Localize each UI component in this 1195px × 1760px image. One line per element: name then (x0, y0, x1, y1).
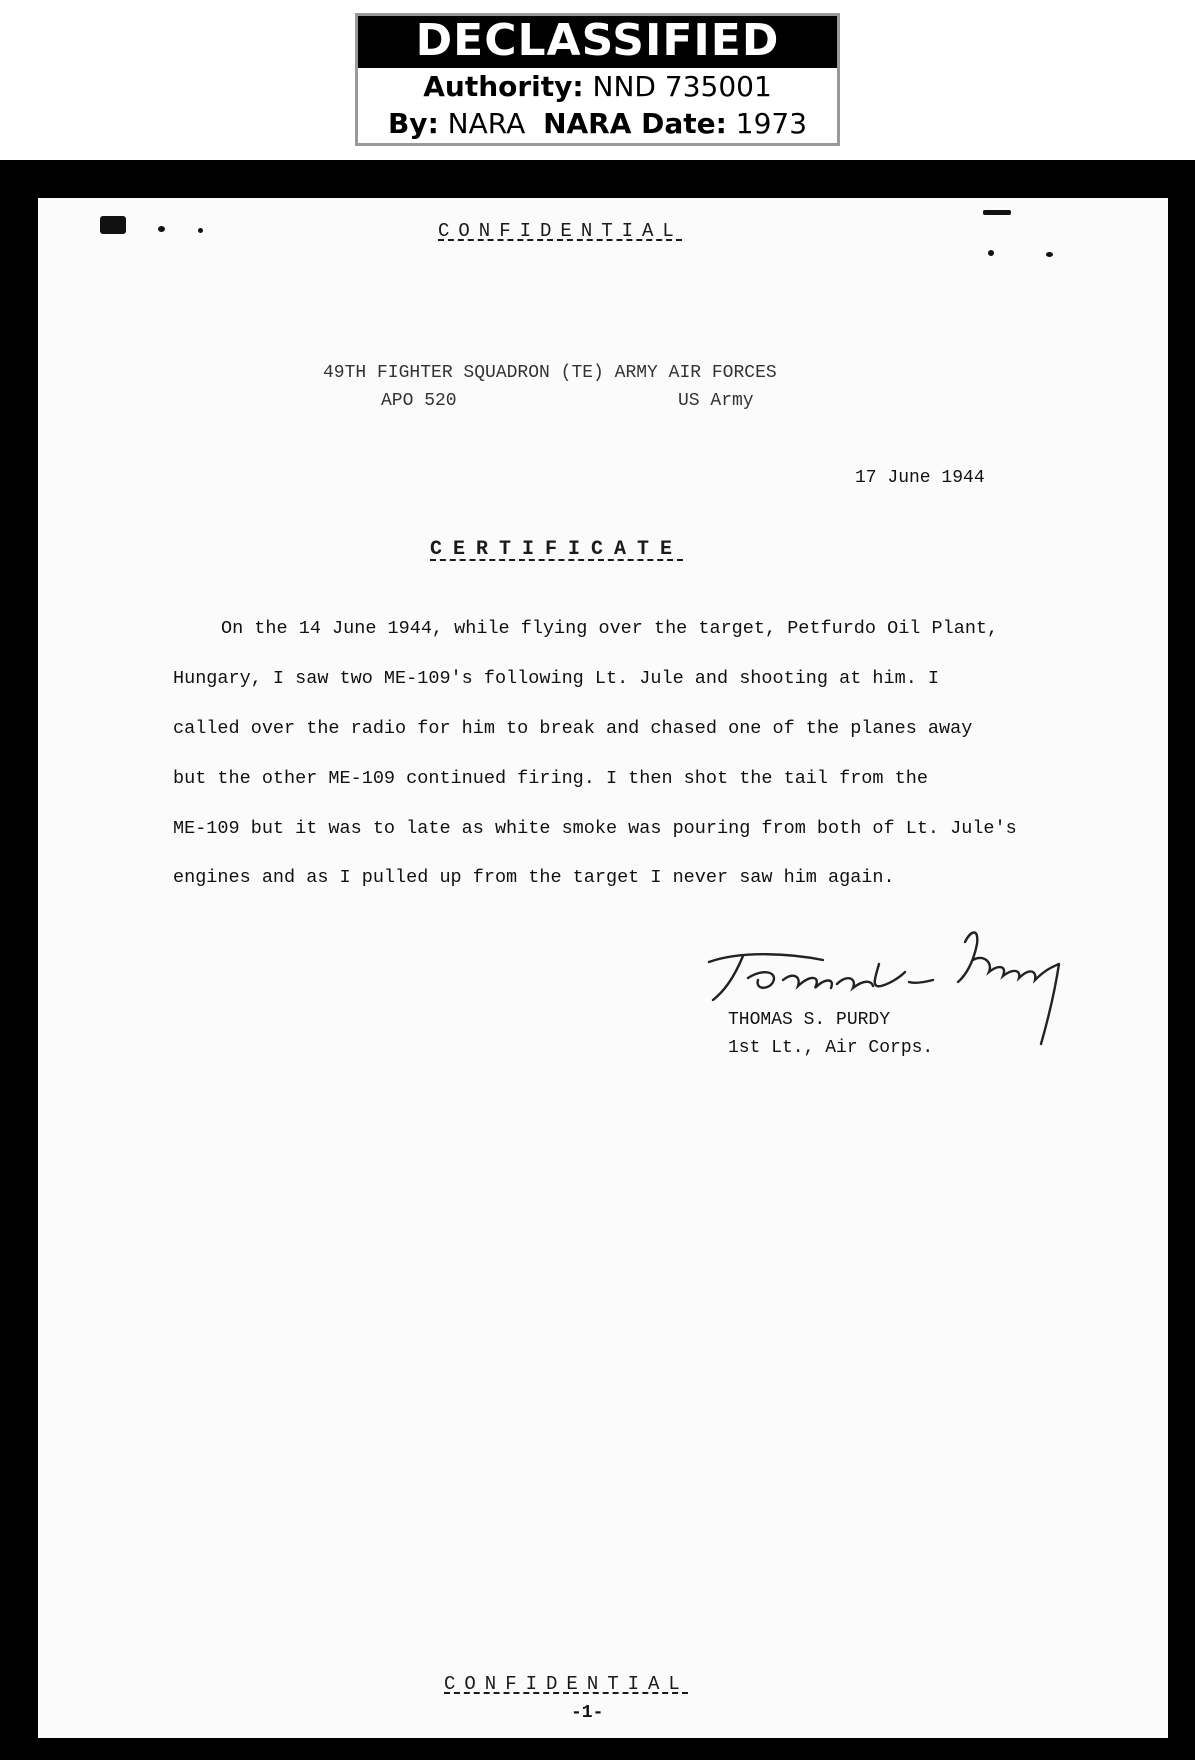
body-line: ME-109 but it was to late as white smoke was pouring from both of Lt. Jule's (173, 818, 1017, 839)
scanned-page-frame (0, 160, 1195, 1760)
body-line: called over the radio for him to break and chased one of the planes away (173, 718, 973, 739)
header-army: US Army (678, 391, 754, 411)
stamp-by-date (358, 105, 837, 142)
header-unit: 49TH FIGHTER SQUADRON (TE) ARMY AIR FORCES (323, 363, 777, 383)
stamp-authority-value: NND 735001 (592, 70, 772, 103)
declassified-stamp (355, 13, 840, 146)
body-line: but the other ME-109 continued firing. I then shot the tail from the (173, 768, 928, 789)
scan-mark (988, 250, 994, 256)
stamp-by-label: By: (387, 107, 439, 140)
stamp-authority-label: Authority: (423, 70, 584, 103)
signatory-rank: 1st Lt., Air Corps. (728, 1038, 934, 1058)
classification-top: CONFIDENTIAL (438, 220, 683, 242)
body-line: Hungary, I saw two ME-109's following Lt. Jule and shooting at him. I (173, 668, 940, 689)
body-line: On the 14 June 1944, while flying over the target, Petfurdo Oil Plant, (221, 618, 999, 639)
stamp-title: DECLASSIFIED (358, 16, 837, 68)
scan-mark (100, 216, 126, 234)
document-sheet (38, 198, 1168, 1738)
signatory-name: THOMAS S. PURDY (728, 1010, 891, 1030)
stamp-authority (358, 68, 837, 105)
header-apo: APO 520 (381, 391, 457, 411)
body-line: engines and as I pulled up from the target I never saw him again. (173, 867, 895, 888)
scan-mark (198, 228, 203, 233)
document-title: CERTIFICATE (430, 538, 684, 561)
scan-mark (1046, 252, 1053, 257)
stamp-by-value: NARA (447, 107, 526, 140)
page-number: -1- (571, 1703, 604, 1723)
classification-bottom: CONFIDENTIAL (444, 1673, 689, 1695)
scan-mark (983, 210, 1011, 215)
stamp-date-label: NARA Date: (543, 107, 727, 140)
stamp-date-value: 1973 (735, 107, 808, 140)
document-date: 17 June 1944 (855, 468, 985, 488)
scan-mark (158, 226, 165, 232)
